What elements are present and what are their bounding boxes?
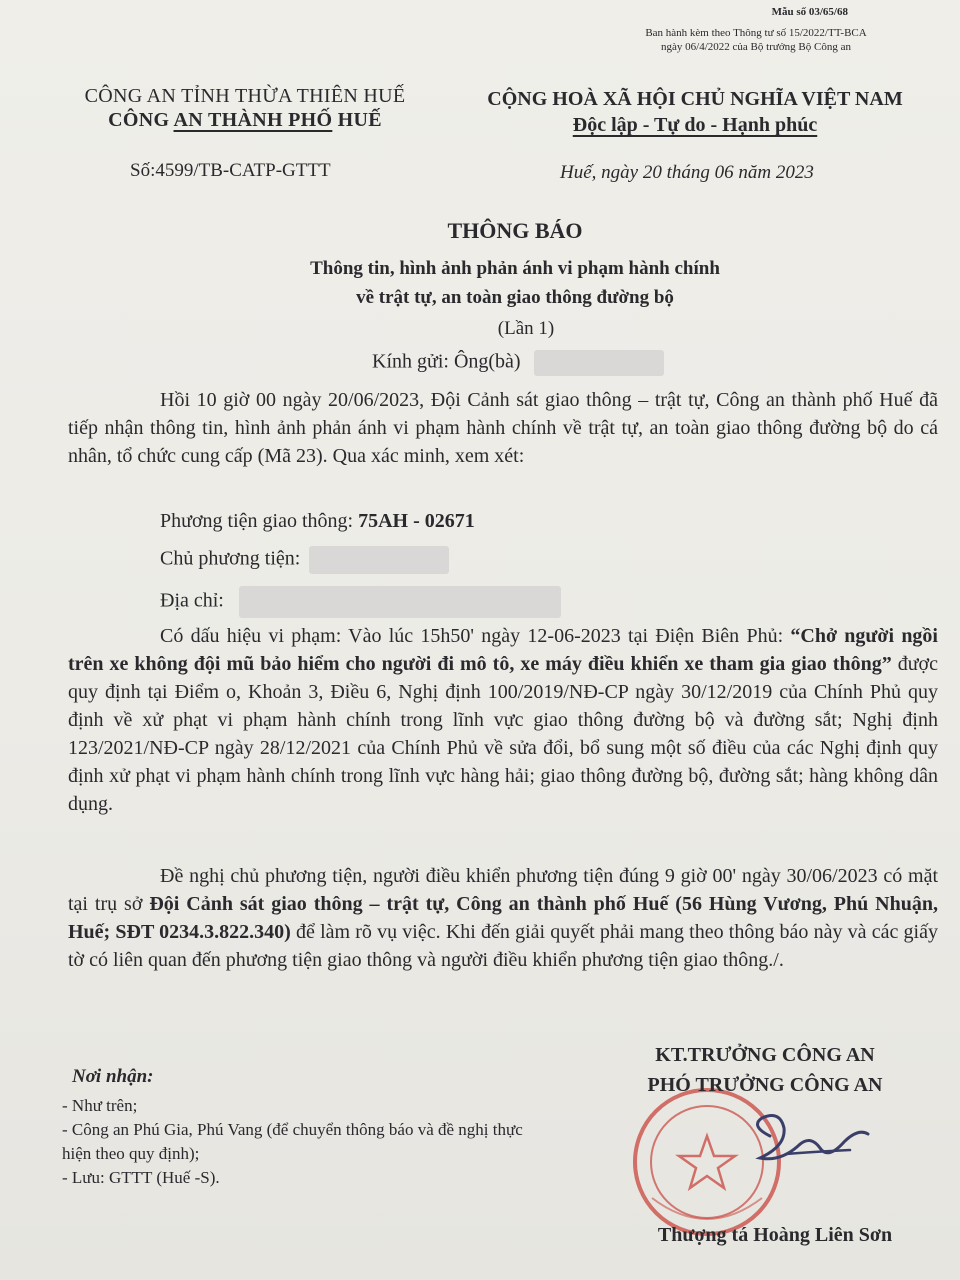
recipient-label: Kính gửi: Ông(bà) (372, 350, 521, 373)
subtitle-line-1: Thông tin, hình ảnh phản ánh vi phạm hành chính (310, 258, 720, 279)
document-number: Số:4599/TB-CATP-GTTT (130, 160, 331, 181)
request-lead: Đề nghị chủ phương tiện, người điều khiển phương tiện đúng 9 giờ 00' ngày 30/06/2023 có mặt tại trụ sở (68, 865, 938, 915)
request-rest: để làm rõ vụ việc. Khi đến giải quyết phải mang theo thông báo này và các giấy tờ có liên quan đến phương tiện giao thông và người điều khiển phương tiện giao thông./. (68, 921, 938, 971)
agency-name-pre: CÔNG (108, 109, 174, 131)
signature-block (600, 1040, 930, 1100)
document-subtitle (0, 254, 960, 312)
notice-round: (Lần 1) (497, 318, 555, 339)
national-header (460, 86, 930, 138)
vehicle-label: Phương tiện giao thông: (160, 510, 359, 532)
recipient-item: - Lưu: GTTT (Huế -S). (62, 1168, 220, 1187)
agency-name (40, 108, 450, 132)
subtitle-line-2: về trật tự, an toàn giao thông đường bộ (356, 287, 674, 308)
address-field (160, 586, 561, 618)
redacted-owner-name (309, 546, 449, 574)
request-paragraph (68, 862, 938, 974)
recipient-line (372, 350, 664, 376)
intro-paragraph (68, 386, 938, 470)
signature-title-2: PHÓ TRƯỞNG CÔNG AN (647, 1074, 883, 1096)
owner-field (160, 546, 449, 574)
form-note (596, 26, 916, 54)
violation-quote: “Chở người ngồi trên xe không đội mũ bảo hiểm cho người đi mô tô, xe máy điều khiển xe tham gia giao thông” (68, 625, 938, 675)
vehicle-plate: 75AH - 02671 (358, 510, 475, 532)
address-label: Địa chỉ: (160, 589, 224, 612)
violation-legal-basis: được quy định tại Điểm o, Khoản 3, Điều 6, Nghị định 100/2019/NĐ-CP ngày 30/12/2019 của Chính Phủ quy định về xử phạt vi phạm hành chính trong lĩnh vực giao thông đường bộ và đường sắt; Nghị định 123/2021/NĐ-CP ngày 28/12/2021 của Chính Phủ về sửa đổi, bổ sung một số điều của các Nghị định quy định xử phạt vi phạm hành chính trong lĩnh vực hàng hải; giao thông đường bộ, đường sắt; hàng không dân dụng. (68, 653, 938, 815)
recipients-title: Nơi nhận: (72, 1066, 154, 1087)
owner-label: Chủ phương tiện: (160, 547, 301, 570)
agency-name-post: HUẾ (332, 109, 382, 131)
violation-text (68, 622, 938, 818)
request-place: Đội Cảnh sát giao thông – trật tự, Công an thành phố Huế (56 Hùng Vương, Phú Nhuận, Huế; SĐT 0234.3.822.340) (68, 893, 938, 943)
violation-lead: Có dấu hiệu vi phạm: Vào lúc 15h50' ngày 12-06-2023 tại Điện Biên Phủ: (160, 625, 791, 647)
national-motto: Độc lập - Tự do - Hạnh phúc (572, 114, 818, 136)
signer-name: Thượng tá Hoàng Liên Sơn (657, 1224, 893, 1246)
form-note-line-2: ngày 06/4/2022 của Bộ trưởng Bộ Công an (661, 41, 851, 53)
violation-paragraph (68, 622, 938, 818)
redacted-recipient-name (534, 350, 664, 376)
recipient-item: - Công an Phú Gia, Phú Vang (để chuyển thông báo và đề nghị thực hiện theo quy định); (62, 1120, 523, 1163)
agency-parent: CÔNG AN TỈNH THỪA THIÊN HUẾ (84, 85, 406, 107)
signature-title-1: KT.TRƯỞNG CÔNG AN (655, 1044, 875, 1066)
request-text (68, 862, 938, 974)
intro-text: Hồi 10 giờ 00 ngày 20/06/2023, Đội Cảnh sát giao thông – trật tự, Công an thành phố Huế đã tiếp nhận thông tin, hình ảnh phản ánh vi phạm hành chính về trật tự, an toàn giao thông đường bộ do cá nhân, tổ chức cung cấp (Mã 23). Qua xác minh, xem xét: (68, 389, 938, 467)
issuing-agency (40, 84, 450, 132)
document-date: Huế, ngày 20 tháng 06 năm 2023 (560, 162, 814, 183)
vehicle-field (160, 510, 475, 533)
redacted-address (239, 586, 561, 618)
recipients-list (62, 1094, 542, 1190)
recipient-item: - Như trên; (62, 1096, 138, 1115)
form-id: Mẫu số 03/65/68 (771, 6, 848, 18)
document-title: THÔNG BÁO (447, 218, 583, 243)
handwritten-signature (740, 1106, 880, 1186)
agency-name-underlined: AN THÀNH PHỐ (173, 109, 333, 131)
country-name: CỘNG HOÀ XÃ HỘI CHỦ NGHĨA VIỆT NAM (487, 88, 903, 110)
form-note-line-1: Ban hành kèm theo Thông tư số 15/2022/TT-BCA (645, 27, 867, 39)
